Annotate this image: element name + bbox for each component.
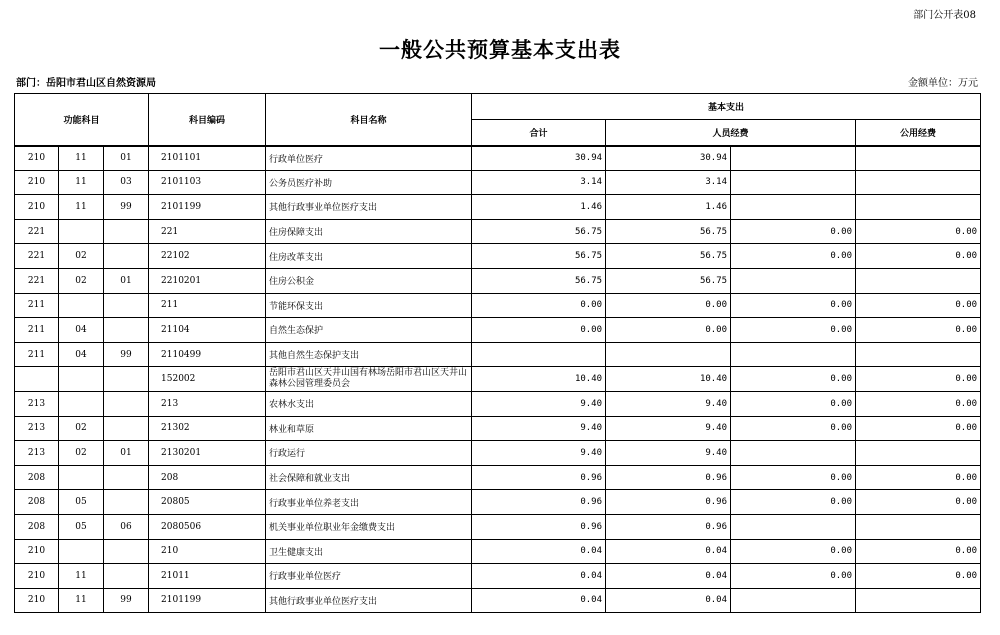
header-total: 合计 [472, 120, 606, 146]
personnel-cell: 56.75 [606, 268, 731, 293]
public-cell [731, 588, 856, 613]
total-cell: 10.40 [472, 367, 606, 392]
public-expense-cell: 0.00 [856, 367, 981, 392]
public-cell: 0.00 [731, 318, 856, 343]
public-expense-cell [856, 514, 981, 539]
public-expense-cell [856, 588, 981, 613]
table-row [15, 514, 981, 539]
public-cell [731, 441, 856, 466]
personnel-cell [606, 342, 731, 367]
personnel-cell: 9.40 [606, 441, 731, 466]
budget-table [14, 93, 981, 613]
total-cell: 56.75 [472, 244, 606, 269]
public-cell [731, 342, 856, 367]
subject-name-cell: 机关事业单位职业年金缴费支出 [266, 514, 472, 539]
public-expense-cell: 0.00 [856, 490, 981, 515]
table-row [15, 170, 981, 195]
func-item-cell [104, 391, 149, 416]
total-cell: 56.75 [472, 268, 606, 293]
public-cell: 0.00 [731, 465, 856, 490]
func-class-cell: 210 [15, 170, 59, 195]
public-expense-cell [856, 146, 981, 171]
subject-name-cell: 节能环保支出 [266, 293, 472, 318]
public-expense-cell: 0.00 [856, 244, 981, 269]
personnel-cell: 0.04 [606, 539, 731, 564]
func-class-cell: 213 [15, 416, 59, 441]
total-cell: 0.96 [472, 465, 606, 490]
header-func-subject: 功能科目 [15, 94, 149, 146]
subject-name-cell: 行政事业单位医疗 [266, 564, 472, 589]
func-item-cell: 01 [104, 268, 149, 293]
table-row [15, 416, 981, 441]
func-class-cell: 221 [15, 268, 59, 293]
header-subject-code: 科目编码 [149, 94, 266, 146]
total-cell: 0.04 [472, 539, 606, 564]
func-item-cell [104, 416, 149, 441]
personnel-cell: 10.40 [606, 367, 731, 392]
func-item-cell: 03 [104, 170, 149, 195]
public-expense-cell [856, 195, 981, 220]
subject-code-cell: 2080506 [149, 514, 266, 539]
department-label: 部门：岳阳市君山区自然资源局 [16, 78, 156, 89]
func-section-cell [59, 367, 104, 392]
func-item-cell [104, 318, 149, 343]
func-section-cell [59, 219, 104, 244]
header-personnel: 人员经费 [606, 120, 856, 146]
personnel-cell: 0.96 [606, 514, 731, 539]
subject-name-cell: 岳阳市君山区天井山国有林场岳阳市君山区天井山森林公园管理委员会 [266, 367, 472, 392]
table-row [15, 441, 981, 466]
total-cell: 0.04 [472, 588, 606, 613]
personnel-cell: 0.04 [606, 564, 731, 589]
func-class-cell: 210 [15, 539, 59, 564]
page-title: 一般公共预算基本支出表 [379, 38, 621, 62]
total-cell: 0.04 [472, 564, 606, 589]
func-item-cell [104, 564, 149, 589]
table-row [15, 318, 981, 343]
public-expense-cell: 0.00 [856, 416, 981, 441]
subject-code-cell: 2110499 [149, 342, 266, 367]
subject-name-cell: 其他自然生态保护支出 [266, 342, 472, 367]
public-expense-cell [856, 441, 981, 466]
func-item-cell [104, 367, 149, 392]
personnel-cell: 30.94 [606, 146, 731, 171]
subject-code-cell: 2101199 [149, 588, 266, 613]
public-expense-cell: 0.00 [856, 293, 981, 318]
subject-name-cell: 住房保障支出 [266, 219, 472, 244]
func-class-cell: 211 [15, 318, 59, 343]
personnel-cell: 1.46 [606, 195, 731, 220]
header-public: 公用经费 [856, 120, 981, 146]
public-expense-cell: 0.00 [856, 539, 981, 564]
public-cell: 0.00 [731, 391, 856, 416]
subject-code-cell: 208 [149, 465, 266, 490]
func-item-cell: 01 [104, 146, 149, 171]
table-row [15, 146, 981, 171]
public-cell: 0.00 [731, 564, 856, 589]
amount-unit-label: 金额单位：万元 [908, 78, 978, 89]
personnel-cell: 56.75 [606, 244, 731, 269]
subject-name-cell: 社会保障和就业支出 [266, 465, 472, 490]
func-class-cell: 213 [15, 441, 59, 466]
total-cell: 1.46 [472, 195, 606, 220]
total-cell: 9.40 [472, 416, 606, 441]
public-cell: 0.00 [731, 367, 856, 392]
document-number: 部门公开表08 [913, 10, 976, 21]
subject-code-cell: 2130201 [149, 441, 266, 466]
subject-name-cell: 行政单位医疗 [266, 146, 472, 171]
func-class-cell: 210 [15, 588, 59, 613]
public-cell: 0.00 [731, 293, 856, 318]
personnel-cell: 0.96 [606, 465, 731, 490]
total-cell [472, 342, 606, 367]
func-item-cell [104, 490, 149, 515]
subject-name-cell: 卫生健康支出 [266, 539, 472, 564]
public-expense-cell [856, 170, 981, 195]
table-row [15, 564, 981, 589]
table-row [15, 465, 981, 490]
table-row [15, 219, 981, 244]
func-class-cell: 210 [15, 146, 59, 171]
subject-code-cell: 20805 [149, 490, 266, 515]
subject-code-cell: 21104 [149, 318, 266, 343]
total-cell: 0.00 [472, 318, 606, 343]
header-basic-expense: 基本支出 [472, 94, 981, 120]
func-section-cell [59, 391, 104, 416]
subject-code-cell: 2101199 [149, 195, 266, 220]
subject-name-cell: 住房公积金 [266, 268, 472, 293]
func-class-cell: 221 [15, 244, 59, 269]
personnel-cell: 9.40 [606, 391, 731, 416]
func-item-cell [104, 244, 149, 269]
public-cell: 0.00 [731, 244, 856, 269]
func-item-cell: 99 [104, 195, 149, 220]
public-expense-cell: 0.00 [856, 219, 981, 244]
table-row [15, 244, 981, 269]
func-item-cell [104, 465, 149, 490]
func-class-cell: 211 [15, 342, 59, 367]
func-section-cell: 11 [59, 195, 104, 220]
func-class-cell: 208 [15, 490, 59, 515]
total-cell: 30.94 [472, 146, 606, 171]
personnel-cell: 0.04 [606, 588, 731, 613]
subject-code-cell: 2101101 [149, 146, 266, 171]
header-subject-name: 科目名称 [266, 94, 472, 146]
func-item-cell [104, 539, 149, 564]
subject-name-cell: 农林水支出 [266, 391, 472, 416]
subject-name-cell: 行政运行 [266, 441, 472, 466]
table-row [15, 342, 981, 367]
public-expense-cell: 0.00 [856, 465, 981, 490]
subject-code-cell: 213 [149, 391, 266, 416]
func-section-cell [59, 465, 104, 490]
func-section-cell [59, 539, 104, 564]
func-section-cell: 05 [59, 514, 104, 539]
func-class-cell: 211 [15, 293, 59, 318]
func-class-cell: 213 [15, 391, 59, 416]
func-class-cell: 210 [15, 195, 59, 220]
total-cell: 0.96 [472, 514, 606, 539]
func-class-cell [15, 367, 59, 392]
public-cell: 0.00 [731, 490, 856, 515]
public-cell [731, 146, 856, 171]
subject-code-cell: 2101103 [149, 170, 266, 195]
subject-name-cell: 其他行政事业单位医疗支出 [266, 588, 472, 613]
subject-code-cell: 221 [149, 219, 266, 244]
public-expense-cell: 0.00 [856, 564, 981, 589]
func-section-cell: 02 [59, 441, 104, 466]
func-class-cell: 210 [15, 564, 59, 589]
public-cell [731, 268, 856, 293]
func-item-cell: 01 [104, 441, 149, 466]
table-row [15, 293, 981, 318]
func-section-cell: 04 [59, 342, 104, 367]
public-cell: 0.00 [731, 539, 856, 564]
public-cell: 0.00 [731, 416, 856, 441]
total-cell: 3.14 [472, 170, 606, 195]
subject-name-cell: 住房改革支出 [266, 244, 472, 269]
subject-code-cell: 210 [149, 539, 266, 564]
func-section-cell: 04 [59, 318, 104, 343]
subject-code-cell: 2210201 [149, 268, 266, 293]
func-section-cell [59, 293, 104, 318]
personnel-cell: 0.00 [606, 293, 731, 318]
func-item-cell [104, 293, 149, 318]
subject-name-cell: 自然生态保护 [266, 318, 472, 343]
table-row [15, 490, 981, 515]
personnel-cell: 56.75 [606, 219, 731, 244]
func-section-cell: 05 [59, 490, 104, 515]
subject-name-cell: 行政事业单位养老支出 [266, 490, 472, 515]
public-expense-cell [856, 268, 981, 293]
personnel-cell: 0.96 [606, 490, 731, 515]
personnel-cell: 3.14 [606, 170, 731, 195]
personnel-cell: 0.00 [606, 318, 731, 343]
subject-code-cell: 21011 [149, 564, 266, 589]
public-expense-cell: 0.00 [856, 318, 981, 343]
public-expense-cell: 0.00 [856, 391, 981, 416]
subject-code-cell: 22102 [149, 244, 266, 269]
subject-name-cell: 公务员医疗补助 [266, 170, 472, 195]
table-row [15, 391, 981, 416]
table-row [15, 367, 981, 392]
func-item-cell: 99 [104, 588, 149, 613]
public-cell [731, 195, 856, 220]
table-row [15, 268, 981, 293]
personnel-cell: 9.40 [606, 416, 731, 441]
subject-code-cell: 152002 [149, 367, 266, 392]
func-section-cell: 11 [59, 146, 104, 171]
table-row [15, 195, 981, 220]
subject-name-cell: 林业和草原 [266, 416, 472, 441]
func-section-cell: 11 [59, 588, 104, 613]
func-item-cell: 06 [104, 514, 149, 539]
total-cell: 9.40 [472, 441, 606, 466]
func-class-cell: 208 [15, 465, 59, 490]
total-cell: 9.40 [472, 391, 606, 416]
public-cell [731, 170, 856, 195]
total-cell: 0.96 [472, 490, 606, 515]
func-section-cell: 02 [59, 416, 104, 441]
total-cell: 56.75 [472, 219, 606, 244]
table-row [15, 588, 981, 613]
func-class-cell: 221 [15, 219, 59, 244]
func-section-cell: 02 [59, 244, 104, 269]
public-cell [731, 514, 856, 539]
subject-name-cell: 其他行政事业单位医疗支出 [266, 195, 472, 220]
func-section-cell: 11 [59, 564, 104, 589]
func-section-cell: 11 [59, 170, 104, 195]
table-body [15, 146, 981, 613]
public-expense-cell [856, 342, 981, 367]
func-item-cell [104, 219, 149, 244]
func-section-cell: 02 [59, 268, 104, 293]
subject-code-cell: 21302 [149, 416, 266, 441]
table-row [15, 539, 981, 564]
subject-code-cell: 211 [149, 293, 266, 318]
func-class-cell: 208 [15, 514, 59, 539]
public-cell: 0.00 [731, 219, 856, 244]
func-item-cell: 99 [104, 342, 149, 367]
total-cell: 0.00 [472, 293, 606, 318]
